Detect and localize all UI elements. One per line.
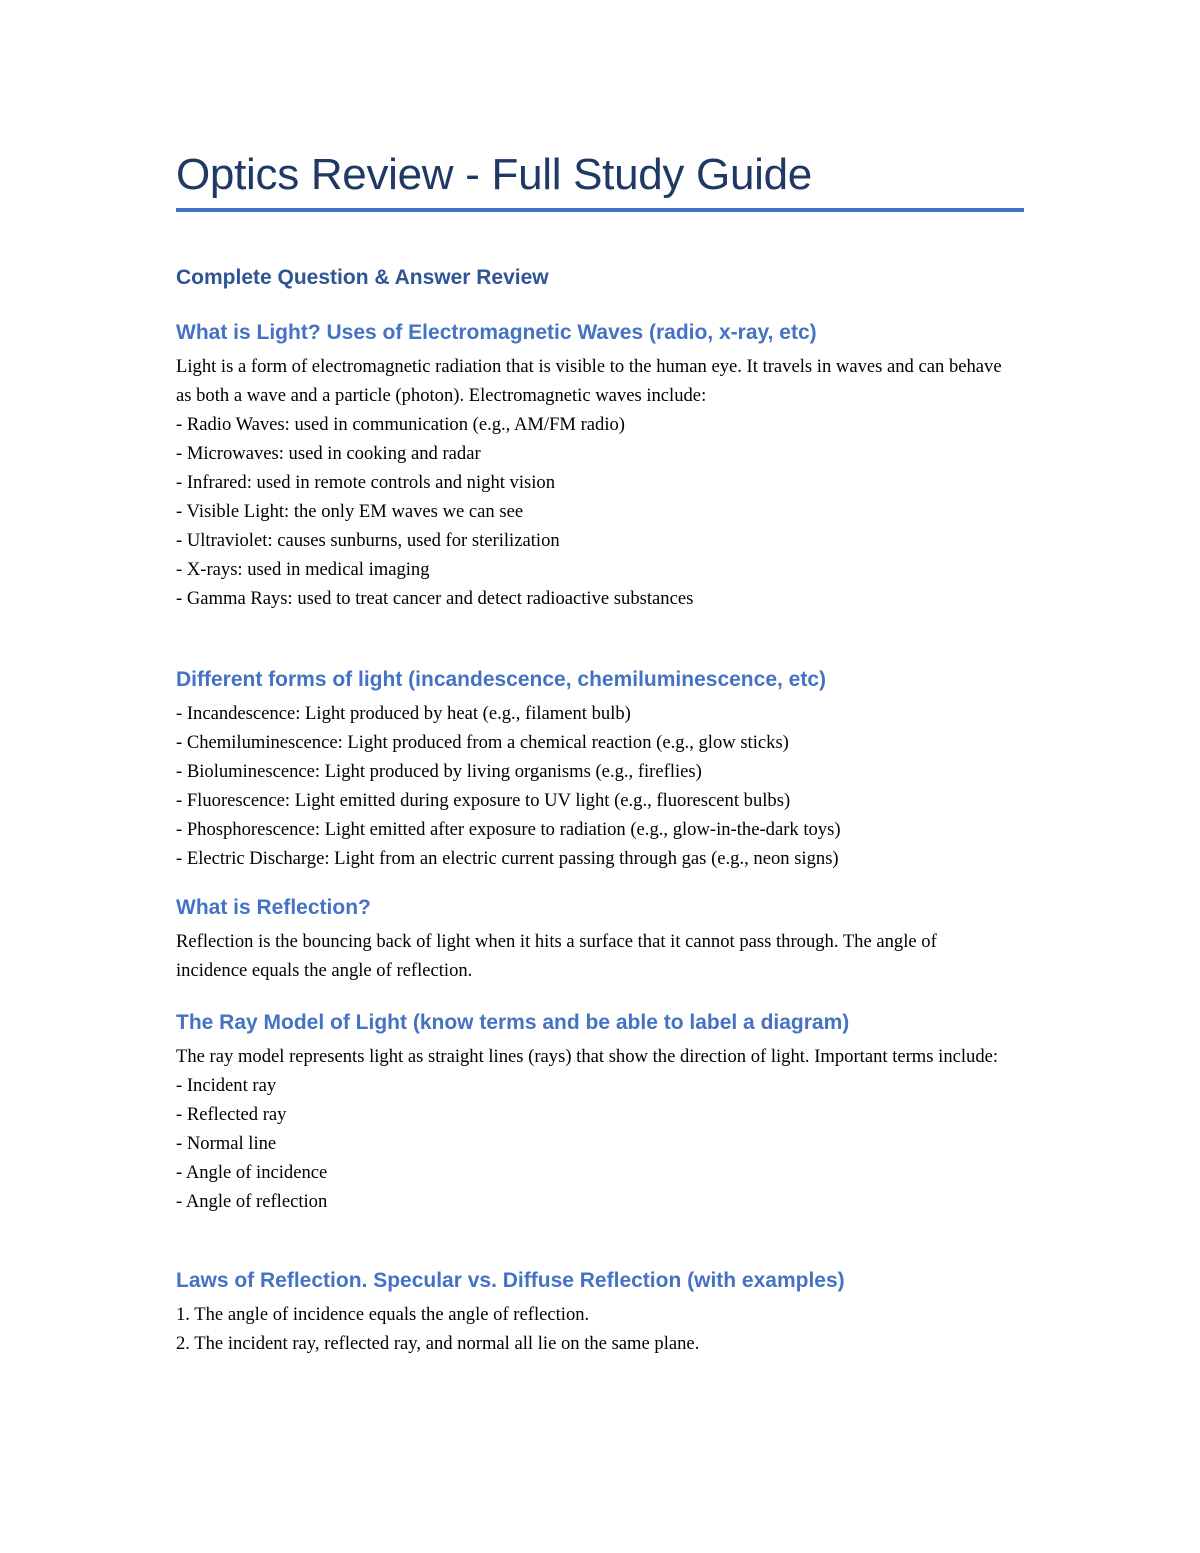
- section-what-is-light: [176, 318, 1024, 613]
- section-paragraph: Light is a form of electromagnetic radiation that is visible to the human eye. It travels in waves and can behave as both a wave and a particle (photon). Electromagnetic waves include:: [176, 356, 1002, 406]
- section-what-is-reflection: [176, 893, 1024, 985]
- numbered-item: 1. The angle of incidence equals the angle of reflection.: [176, 1304, 590, 1325]
- list-item: - Gamma Rays: used to treat cancer and detect radioactive substances: [176, 588, 694, 609]
- list-item: - Normal line: [176, 1133, 277, 1154]
- section-heading: Laws of Reflection. Specular vs. Diffuse Reflection (with examples): [176, 1269, 845, 1292]
- document-title: Optics Review - Full Study Guide: [176, 150, 812, 199]
- list-item: - X-rays: used in medical imaging: [176, 559, 430, 580]
- section-laws-of-reflection: [176, 1266, 1024, 1358]
- list-item: - Phosphorescence: Light emitted after exposure to radiation (e.g., glow-in-the-dark toys): [176, 819, 841, 840]
- document-subtitle: Complete Question & Answer Review: [176, 266, 549, 289]
- list-item: - Ultraviolet: causes sunburns, used for sterilization: [176, 530, 560, 551]
- list-item: - Microwaves: used in cooking and radar: [176, 443, 481, 464]
- section-paragraph: The ray model represents light as straight lines (rays) that show the direction of light. Important terms include:: [176, 1046, 999, 1067]
- section-heading: What is Reflection?: [176, 896, 371, 919]
- section-ray-model: [176, 1008, 1024, 1216]
- list-item: - Infrared: used in remote controls and night vision: [176, 472, 556, 493]
- list-item: - Visible Light: the only EM waves we can see: [176, 501, 524, 522]
- list-item: - Incident ray: [176, 1075, 277, 1096]
- list-item: - Incandescence: Light produced by heat (e.g., filament bulb): [176, 703, 631, 724]
- list-item: - Angle of reflection: [176, 1191, 328, 1212]
- list-item: - Electric Discharge: Light from an electric current passing through gas (e.g., neon signs): [176, 848, 839, 869]
- list-item: - Reflected ray: [176, 1104, 287, 1125]
- numbered-item: 2. The incident ray, reflected ray, and normal all lie on the same plane.: [176, 1333, 700, 1354]
- list-item: - Fluorescence: Light emitted during exposure to UV light (e.g., fluorescent bulbs): [176, 790, 791, 811]
- list-item: - Bioluminescence: Light produced by living organisms (e.g., fireflies): [176, 761, 702, 782]
- section-paragraph: Reflection is the bouncing back of light when it hits a surface that it cannot pass through. The angle of incidence equals the angle of reflection.: [176, 931, 937, 981]
- section-forms-of-light: [176, 665, 1024, 873]
- list-item: - Radio Waves: used in communication (e.g., AM/FM radio): [176, 414, 625, 435]
- section-heading: Different forms of light (incandescence, chemiluminescence, etc): [176, 668, 827, 691]
- title-underline-rule: [176, 208, 1024, 212]
- section-heading: What is Light? Uses of Electromagnetic Waves (radio, x-ray, etc): [176, 321, 817, 344]
- list-item: - Chemiluminescence: Light produced from a chemical reaction (e.g., glow sticks): [176, 732, 789, 753]
- section-heading: The Ray Model of Light (know terms and be able to label a diagram): [176, 1011, 850, 1034]
- list-item: - Angle of incidence: [176, 1162, 328, 1183]
